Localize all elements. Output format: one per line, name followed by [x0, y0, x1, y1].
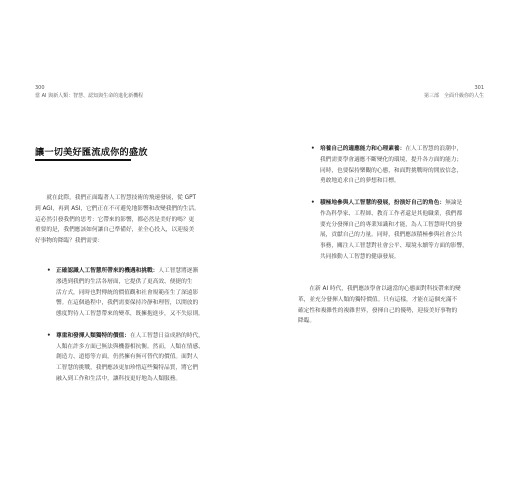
page-number: 301 — [474, 85, 484, 91]
bullet-marker: • — [311, 199, 315, 206]
bullet-text: 在人工智慧日益成熟的時代， — [129, 332, 204, 339]
list-item — [45, 266, 204, 320]
text-line — [56, 266, 204, 277]
list-item — [309, 198, 468, 263]
text-line: 創造力、道德等方面，仍然擁有無可替代的價值。面對人 — [56, 354, 199, 361]
running-title: 第三部 全面升級你的人生 — [423, 93, 484, 99]
section-title: 讓一切美好匯流成你的盛放 — [35, 147, 148, 158]
bullet-lead: 積極地參與人工智慧的發展，扮演好自己的角色： — [320, 199, 446, 206]
page-number: 300 — [35, 85, 45, 91]
text-line: 工智慧的挑戰，我們應該更加珍惜這些獨特品質，將它們 — [56, 365, 199, 372]
text-line: 活方式，同時也對傳統的價值觀和社會規範產生了深遠影 — [56, 289, 199, 296]
bullet-text: 在人工智慧的浪潮中， — [405, 146, 463, 152]
text-line: 革，並充分發揮人類的獨特價值。只有這樣，才能在這個充滿不 — [298, 296, 458, 303]
bullet-marker: • — [47, 268, 51, 274]
text-line: 滲透到我們的生活各層面，它提供了更高效、便捷的生 — [56, 278, 193, 285]
right-page — [260, 0, 520, 500]
intro-paragraph — [35, 193, 200, 247]
text-line: 在新 AI 時代，我們應該學會以適當的心態面對科技帶來的變 — [298, 286, 461, 292]
text-line: 降臨。 — [298, 318, 316, 325]
text-line: 我們需要學會適應不斷變化的環境，提升各方面的能力； — [320, 156, 463, 163]
text-line: 勇敢地追求自己的夢想和目標。 — [320, 178, 400, 185]
text-line: 確定性和複雜性的複雜世界，發揮自己的優勢，迎接美好事物的 — [298, 307, 458, 314]
bullet-list — [45, 266, 204, 385]
text-line: 到 AGI，再到 ASI，它們正在不可避免地影響和改變我們的生活。 — [35, 205, 200, 212]
bullet-text: 人工智慧將逐漸 — [158, 268, 199, 274]
text-line: 態度對待人工智慧帶來的變革，既擁抱進步，又不失原則。 — [56, 311, 204, 318]
bullet-list — [309, 144, 468, 263]
text-line — [320, 144, 468, 155]
closing-paragraph — [298, 284, 461, 327]
running-title: 當 AI 與新人類：智慧、認知與生命的進化新機程 — [35, 93, 144, 99]
title-underline — [35, 159, 131, 161]
list-item — [309, 144, 468, 187]
text-line: 要充分發揮自己的專業知識和才能，為人工智慧時代的發 — [320, 221, 463, 228]
text-line: 這必然引發我們的思考：它帶來的影響，都必然是美好的嗎？更 — [35, 216, 195, 223]
text-line: 事務，關注人工智慧對社會公平、環境永續等方面的影響， — [320, 243, 468, 250]
text-line: 好事物的降臨？我們需要： — [35, 238, 104, 245]
bullet-lead: 正確認識人工智慧所帶來的機遇和挑戰： — [56, 268, 159, 274]
bullet-lead: 培養自己的適應能力和心理素養： — [320, 146, 406, 152]
text-line — [56, 331, 204, 342]
text-line: 就在此際，我們正面臨著人工智慧技術的飛速發展，從 GPT — [35, 195, 196, 201]
bullet-marker: • — [47, 332, 51, 339]
text-line: 作為科學家、工程師、教育工作者還是其他職業，我們都 — [320, 210, 463, 217]
text-line: 重要的是，我們應該如何讓自己準備好，並全心投入，以迎接美 — [35, 227, 195, 234]
bullet-text: 無論是 — [445, 199, 463, 206]
bullet-marker: • — [311, 146, 315, 152]
text-line: 響。在這個過程中，我們需要保持冷靜和理智，以開放的 — [56, 300, 199, 307]
text-line: 融入到工作和生活中，讓科技更好地為人類服務。 — [56, 375, 182, 382]
text-line: 展，貢獻自己的力量。同時，我們應該積極參與社會公共 — [320, 232, 463, 239]
text-line — [320, 198, 468, 209]
bullet-lead: 尊重和發揮人類獨特的價值： — [56, 332, 130, 339]
text-line: 同時，也要保持樂觀的心態，和面對挑戰時的開放信念， — [320, 167, 463, 174]
text-line: 人類在許多方面已無法與機器相抗衡。然而，人類在情感、 — [56, 343, 204, 350]
text-line: 共同推動人工智慧的健康發展。 — [320, 253, 400, 260]
list-item — [45, 331, 204, 385]
